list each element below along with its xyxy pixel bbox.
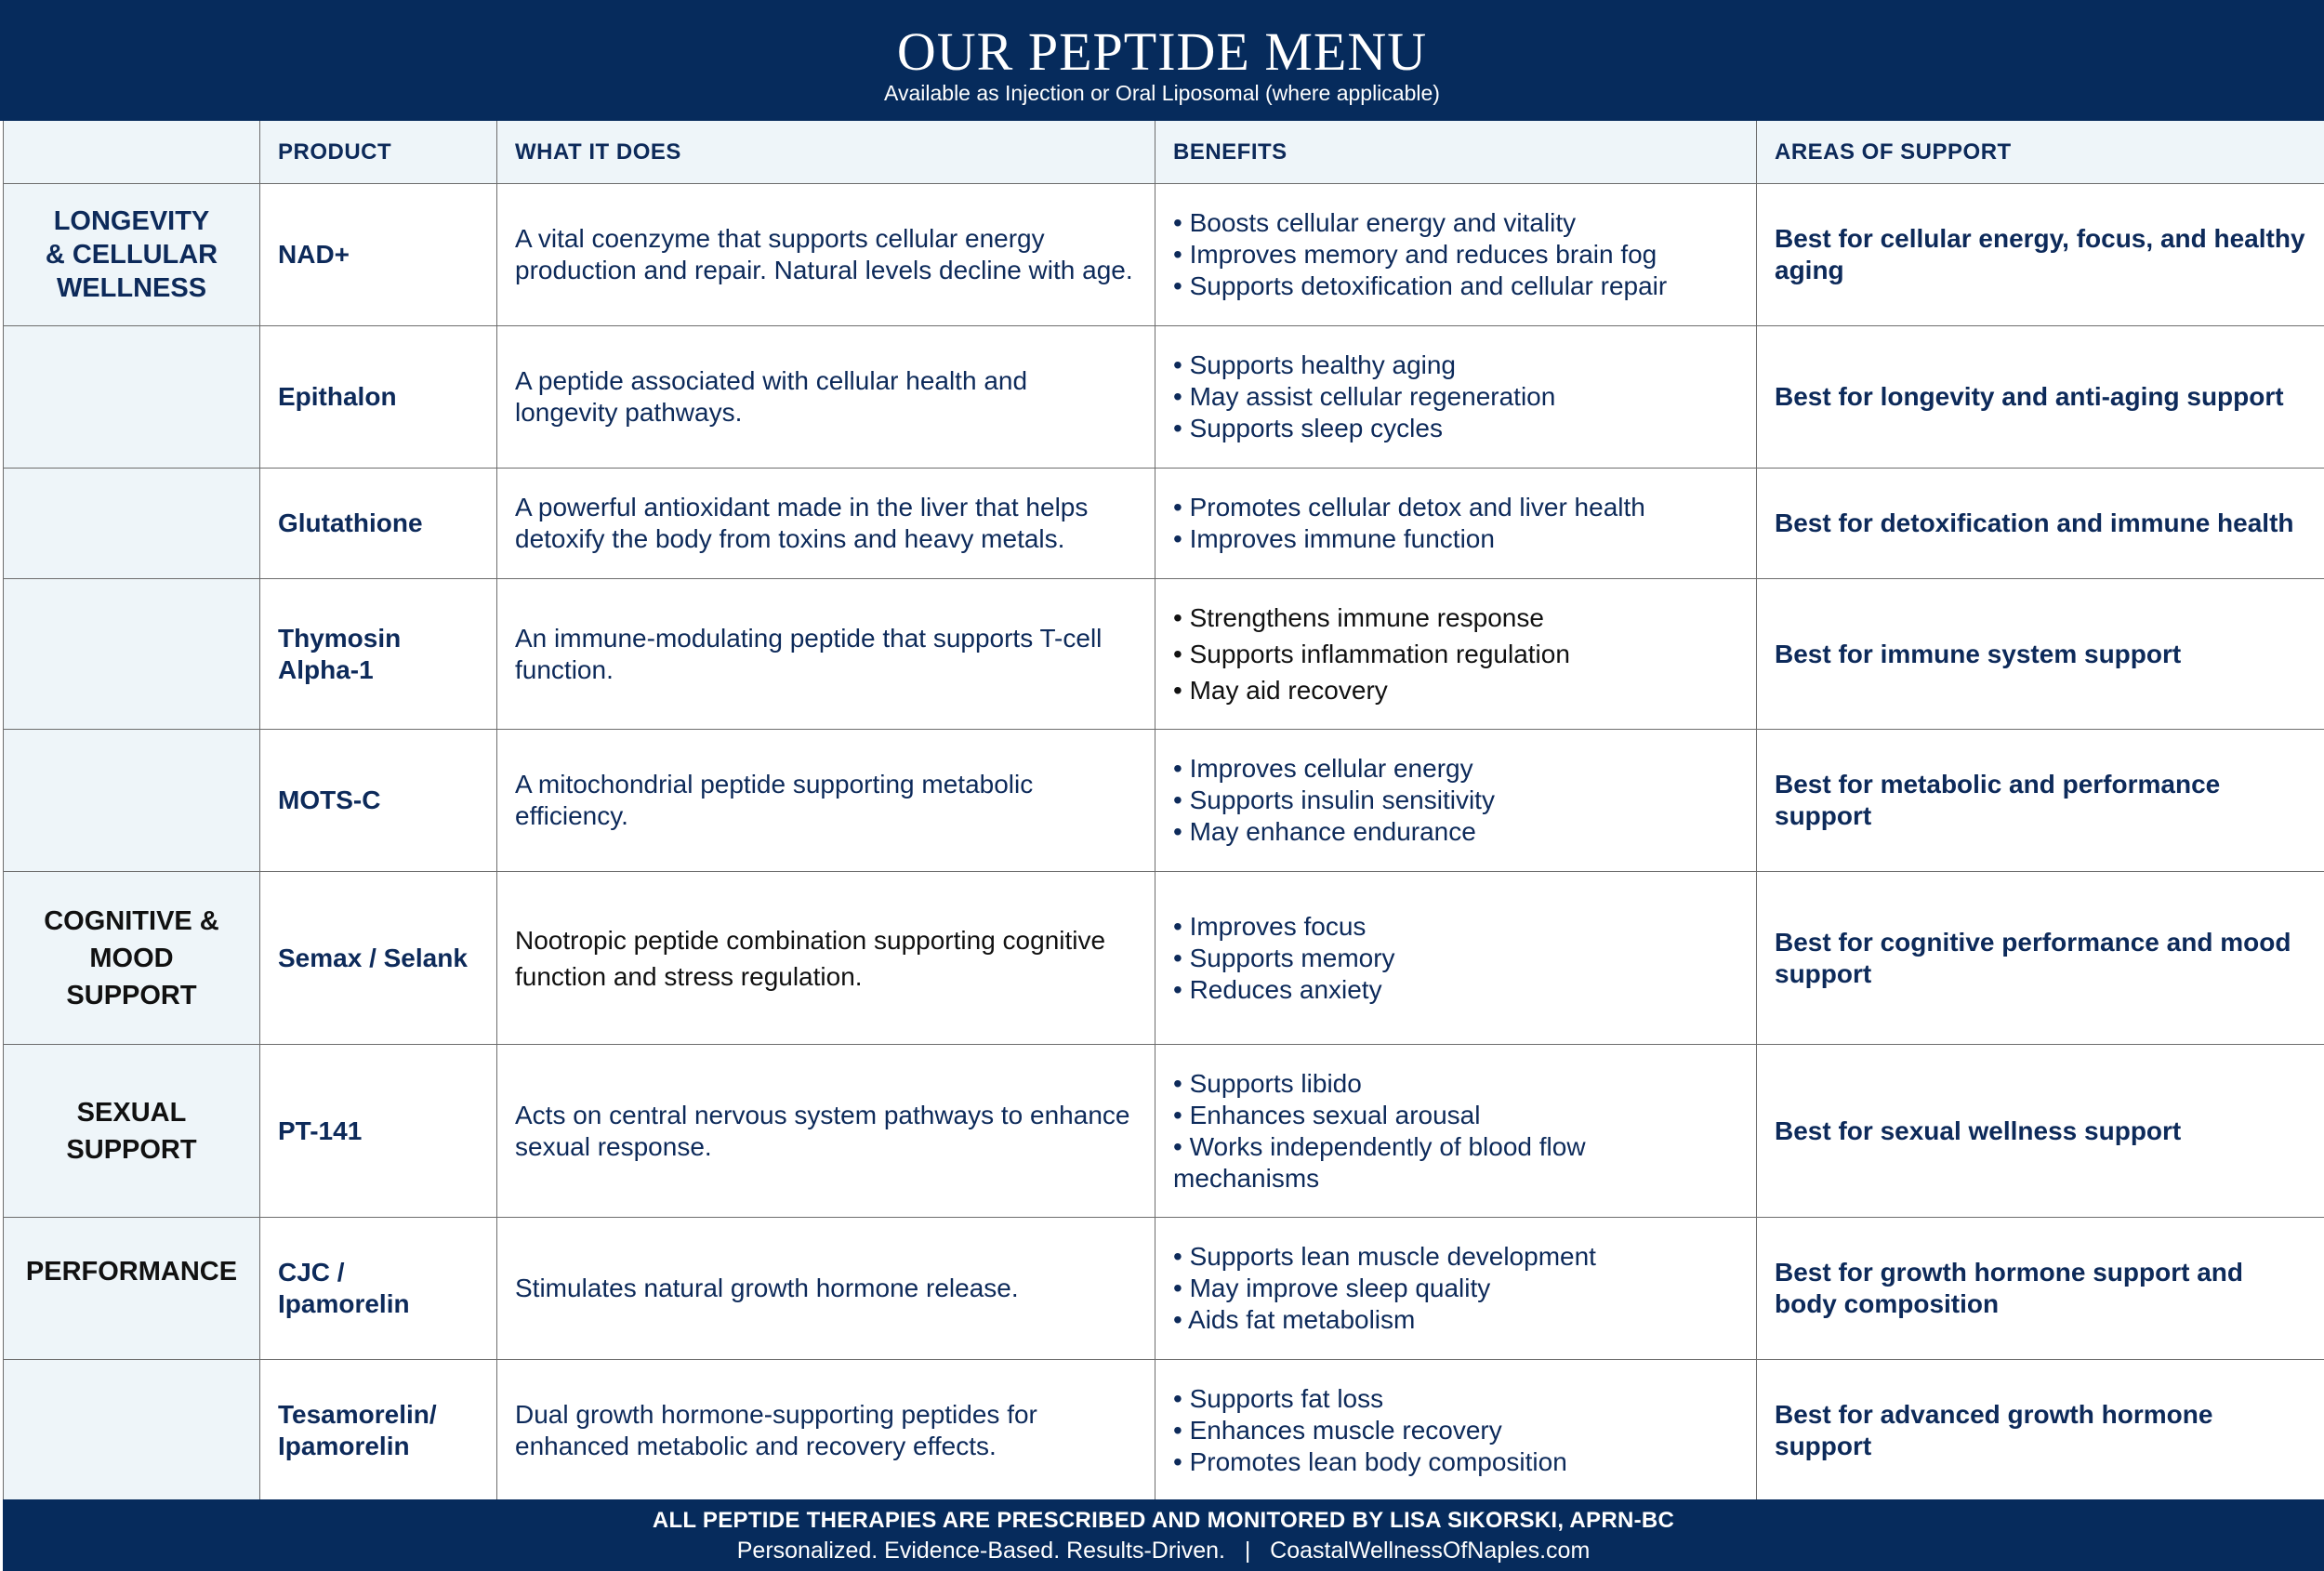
benefits-list <box>1173 911 1738 1006</box>
benefit-item: • Enhances sexual arousal <box>1173 1100 1481 1129</box>
benefit-item: • Supports sleep cycles <box>1173 414 1443 442</box>
product-cell: PT-141 <box>260 1045 497 1218</box>
what-it-does-cell: Stimulates natural growth hormone release. <box>497 1218 1155 1360</box>
product-cell: MOTS-C <box>260 730 497 872</box>
table-row <box>4 469 2324 579</box>
header-banner <box>0 0 2324 121</box>
benefit-item: • Improves memory and reduces brain fog <box>1173 240 1657 269</box>
benefits-list <box>1173 1241 1738 1336</box>
category-cell <box>4 1360 260 1502</box>
benefits-list <box>1173 600 1738 708</box>
benefit-item: • Promotes lean body composition <box>1173 1447 1567 1476</box>
table-row <box>4 184 2324 326</box>
areas-cell: Best for cellular energy, focus, and healthy aging <box>1757 184 2324 326</box>
header-what-it-does: WHAT IT DOES <box>497 121 1155 184</box>
benefit-item: • Supports healthy aging <box>1173 350 1457 379</box>
what-it-does-cell: A mitochondrial peptide supporting metabolic efficiency. <box>497 730 1155 872</box>
what-it-does-cell: A vital coenzyme that supports cellular energy production and repair. Natural levels decline with age. <box>497 184 1155 326</box>
benefits-list <box>1173 492 1738 555</box>
benefits-list <box>1173 350 1738 444</box>
benefit-item: • Supports libido <box>1173 1068 1362 1098</box>
benefits-cell <box>1155 579 1757 730</box>
benefit-item: • Improves focus <box>1173 911 1367 941</box>
areas-cell: Best for metabolic and performance support <box>1757 730 2324 872</box>
benefit-item: • Strengthens immune response <box>1173 603 1544 632</box>
benefits-list <box>1173 207 1738 302</box>
areas-cell: Best for longevity and anti-aging support <box>1757 326 2324 469</box>
areas-cell: Best for detoxification and immune health <box>1757 469 2324 579</box>
benefit-item: • Supports insulin sensitivity <box>1173 786 1495 814</box>
peptide-table <box>3 121 2324 1502</box>
table-header-row <box>4 121 2324 184</box>
benefit-item: • Enhances muscle recovery <box>1173 1416 1502 1445</box>
benefit-item: • Supports inflammation regulation <box>1173 640 1570 668</box>
benefit-item: • Supports lean muscle development <box>1173 1242 1596 1271</box>
category-cell: PERFORMANCE <box>4 1218 260 1360</box>
category-cell: SEXUAL SUPPORT <box>4 1045 260 1218</box>
benefits-cell <box>1155 730 1757 872</box>
header-category <box>4 121 260 184</box>
benefits-cell <box>1155 326 1757 469</box>
header-benefits: BENEFITS <box>1155 121 1757 184</box>
areas-cell: Best for immune system support <box>1757 579 2324 730</box>
benefits-cell <box>1155 184 1757 326</box>
product-cell: NAD+ <box>260 184 497 326</box>
what-it-does-cell: An immune-modulating peptide that supports T-cell function. <box>497 579 1155 730</box>
benefit-item: • Improves cellular energy <box>1173 754 1473 783</box>
what-it-does-cell: A peptide associated with cellular health and longevity pathways. <box>497 326 1155 469</box>
footer-banner <box>3 1499 2324 1571</box>
category-cell <box>4 579 260 730</box>
what-it-does-cell: Nootropic peptide combination supporting cognitive function and stress regulation. <box>497 872 1155 1045</box>
header-areas-of-support: AREAS OF SUPPORT <box>1757 121 2324 184</box>
benefits-list <box>1173 1068 1738 1195</box>
benefits-cell <box>1155 469 1757 579</box>
table-row <box>4 1360 2324 1502</box>
benefit-item: • May aid recovery <box>1173 676 1388 705</box>
category-cell <box>4 326 260 469</box>
benefit-item: • Supports fat loss <box>1173 1384 1384 1413</box>
benefit-item: • Works independently of blood flow mechanisms <box>1173 1131 1586 1193</box>
areas-cell: Best for growth hormone support and body composition <box>1757 1218 2324 1360</box>
footer-disclaimer: ALL PEPTIDE THERAPIES ARE PRESCRIBED AND MONITORED BY LISA SIKORSKI, APRN-BC <box>652 1508 1675 1533</box>
benefit-item: • Supports memory <box>1173 943 1395 972</box>
benefits-cell <box>1155 1360 1757 1502</box>
benefit-item: • Boosts cellular energy and vitality <box>1173 208 1577 237</box>
benefit-item: • Aids fat metabolism <box>1173 1305 1416 1334</box>
category-cell <box>4 730 260 872</box>
header-product: PRODUCT <box>260 121 497 184</box>
table-row <box>4 872 2324 1045</box>
page-title: OUR PEPTIDE MENU <box>896 21 1428 82</box>
benefit-item: • May assist cellular regeneration <box>1173 382 1556 411</box>
benefits-cell <box>1155 872 1757 1045</box>
category-cell: LONGEVITY & CELLULAR WELLNESS <box>4 184 260 326</box>
what-it-does-cell: Acts on central nervous system pathways to enhance sexual response. <box>497 1045 1155 1218</box>
product-cell: Glutathione <box>260 469 497 579</box>
areas-cell: Best for cognitive performance and mood support <box>1757 872 2324 1045</box>
what-it-does-cell: A powerful antioxidant made in the liver that helps detoxify the body from toxins and heavy metals. <box>497 469 1155 579</box>
benefit-item: • Improves immune function <box>1173 524 1495 553</box>
footer-tagline: Personalized. Evidence-Based. Results-Driven. | CoastalWellnessOfNaples.com <box>736 1538 1591 1564</box>
benefit-item: • Reduces anxiety <box>1173 974 1382 1004</box>
benefits-list <box>1173 1383 1738 1478</box>
benefits-list <box>1173 753 1738 848</box>
benefit-item: • May enhance endurance <box>1173 817 1476 846</box>
category-cell: COGNITIVE & MOOD SUPPORT <box>4 872 260 1045</box>
table-row <box>4 326 2324 469</box>
areas-cell: Best for sexual wellness support <box>1757 1045 2324 1218</box>
benefits-cell <box>1155 1045 1757 1218</box>
areas-cell: Best for advanced growth hormone support <box>1757 1360 2324 1502</box>
product-cell: Semax / Selank <box>260 872 497 1045</box>
product-cell: CJC / Ipamorelin <box>260 1218 497 1360</box>
product-cell: Tesamorelin/ Ipamorelin <box>260 1360 497 1502</box>
product-cell: Thymosin Alpha-1 <box>260 579 497 730</box>
benefit-item: • Promotes cellular detox and liver health <box>1173 493 1645 521</box>
category-cell <box>4 469 260 579</box>
product-cell: Epithalon <box>260 326 497 469</box>
what-it-does-cell: Dual growth hormone-supporting peptides for enhanced metabolic and recovery effects. <box>497 1360 1155 1502</box>
benefit-item: • May improve sleep quality <box>1173 1274 1491 1302</box>
benefits-cell <box>1155 1218 1757 1360</box>
table-row <box>4 579 2324 730</box>
page-subtitle: Available as Injection or Oral Liposomal (where applicable) <box>884 81 1440 105</box>
benefit-item: • Supports detoxification and cellular repair <box>1173 271 1668 300</box>
table-row <box>4 1045 2324 1218</box>
table-row <box>4 730 2324 872</box>
table-row <box>4 1218 2324 1360</box>
